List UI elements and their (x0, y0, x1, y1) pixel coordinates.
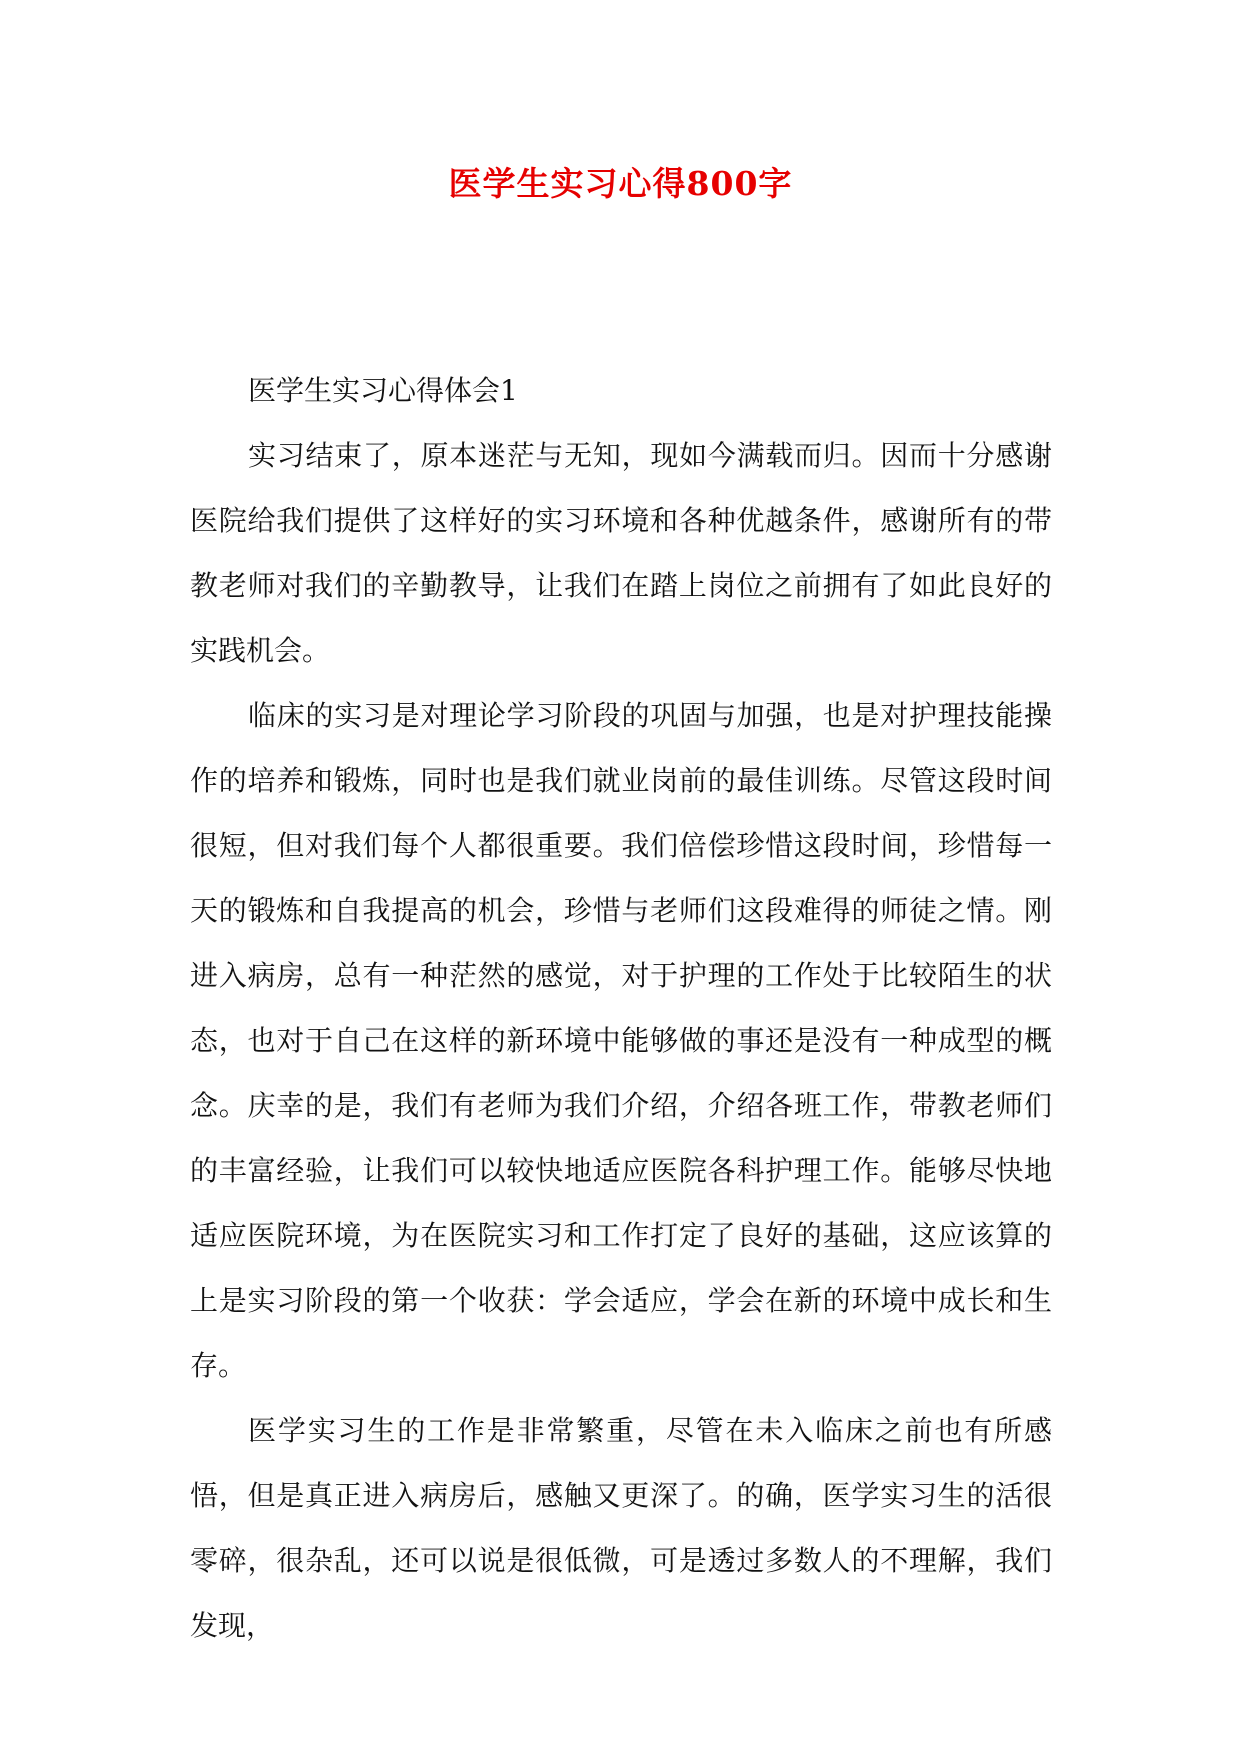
paragraph: 实习结束了，原本迷茫与无知，现如今满载而归。因而十分感谢医院给我们提供了这样好的实习环境和各种优越条件，感谢所有的带教老师对我们的辛勤教导，让我们在踏上岗位之前拥有了如此良好的实践机会。 (190, 439, 1052, 667)
paragraph: 医学实习生的工作是非常繁重，尽管在未入临床之前也有所感悟，但是真正进入病房后，感触又更深了。的确，医学实习生的活很零碎，很杂乱，还可以说是很低微，可是透过多数人的不理解，我们发现， (190, 1414, 1052, 1642)
section-heading: 医学生实习心得体会1 (248, 374, 518, 407)
paragraph: 临床的实习是对理论学习阶段的巩固与加强，也是对护理技能操作的培养和锻炼，同时也是我们就业岗前的最佳训练。尽管这段时间很短，但对我们每个人都很重要。我们倍偿珍惜这段时间，珍惜每一天的锻炼和自我提高的机会，珍惜与老师们这段难得的师徒之情。刚进入病房，总有一种茫然的感觉，对于护理的工作处于比较陌生的状态，也对于自己在这样的新环境中能够做的事还是没有一种成型的概念。庆幸的是，我们有老师为我们介绍，介绍各班工作，带教老师们的丰富经验，让我们可以较快地适应医院各科护理工作。能够尽快地适应医院环境，为在医院实习和工作打定了良好的基础，这应该算的上是实习阶段的第一个收获：学会适应，学会在新的环境中成长和生存。 (190, 699, 1052, 1382)
document-body (190, 358, 1052, 1658)
document-title: 医学生实习心得800字 (448, 164, 793, 203)
